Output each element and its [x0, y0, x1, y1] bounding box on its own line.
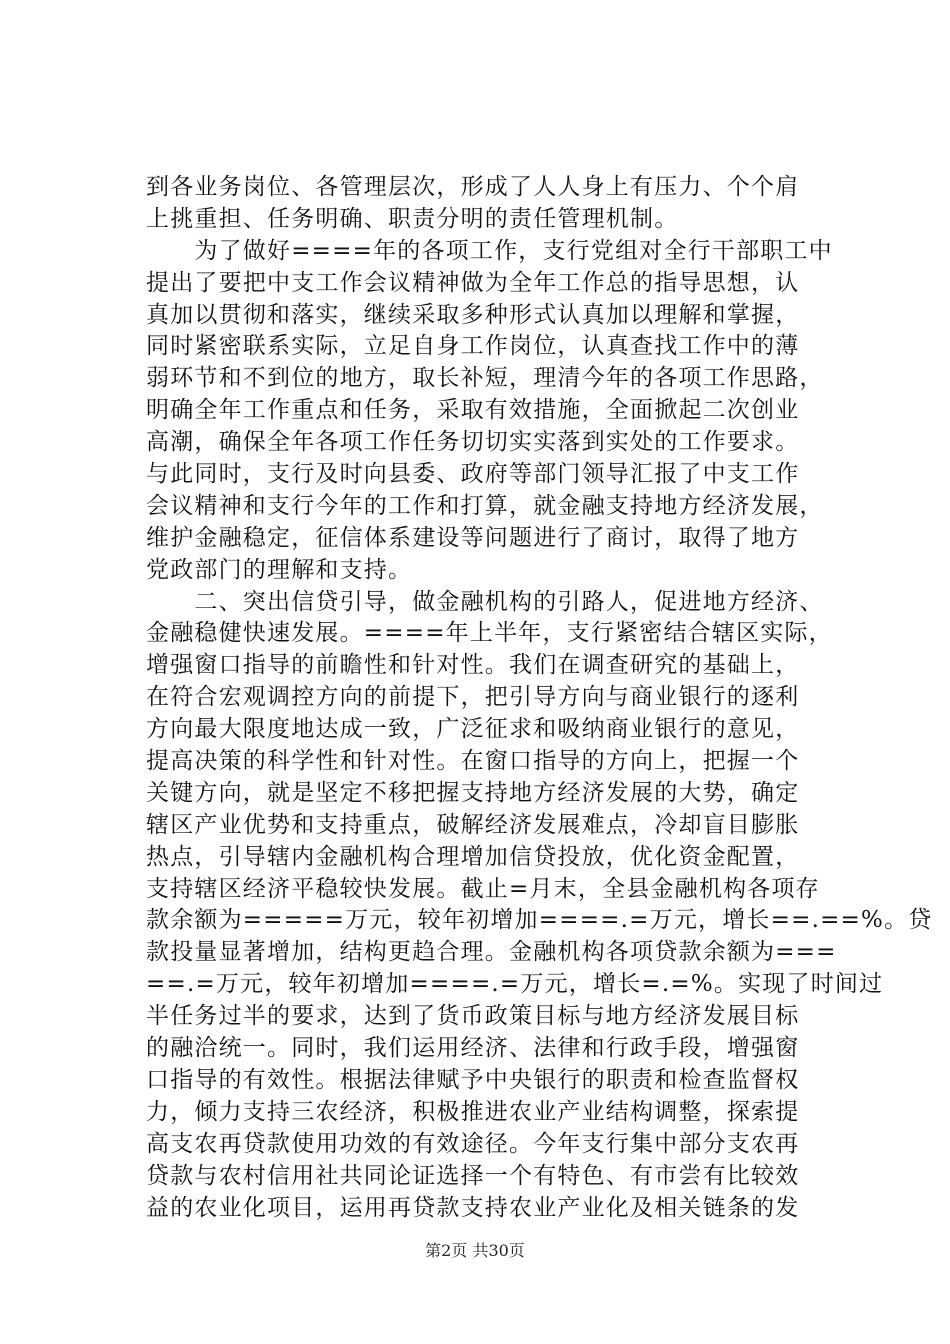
- text-line: 的融洽统一。同时，我们运用经济、法律和行政手段，增强窗: [146, 1035, 800, 1062]
- text-line: 高潮，确保全年各项工作任务切切实实落到实处的工作要求。: [146, 429, 800, 456]
- text-line: 到各业务岗位、各管理层次，形成了人人身上有压力、个个肩: [146, 174, 800, 200]
- text-line: 口指导的有效性。根据法律赋予中央银行的职责和检查监督权: [146, 1066, 800, 1093]
- text-line: 关键方向，就是坚定不移把握支持地方经济发展的大势，确定: [146, 779, 800, 806]
- text-line: 明确全年工作重点和任务，采取有效措施，全面掀起二次创业: [146, 397, 800, 424]
- text-line: 辖区产业优势和支持重点，破解经济发展难点，冷却盲目膨胀: [146, 811, 800, 838]
- text-line: 金融稳健快速发展。====年上半年，支行紧密结合辖区实际，: [146, 620, 833, 647]
- text-line: 维护金融稳定，征信体系建设等问题进行了商讨，取得了地方: [146, 524, 800, 551]
- text-line: 真加以贯彻和落实，继续采取多种形式认真加以理解和掌握，: [146, 301, 800, 328]
- text-line: 会议精神和支行今年的工作和打算，就金融支持地方经济发展，: [146, 492, 824, 519]
- text-line: 上挑重担、任务明确、职责分明的责任管理机制。: [146, 205, 679, 232]
- text-line: ==.=万元，较年初增加====.=万元，增长=.=%。实现了时间过: [146, 971, 884, 998]
- text-line: 同时紧密联系实际，立足自身工作岗位，认真查找工作中的薄: [146, 333, 800, 360]
- text-line: 党政部门的理解和支持。: [146, 556, 413, 583]
- text-line: 力，倾力支持三农经济，积极推进农业产业结构调整，探索提: [146, 1098, 800, 1125]
- text-line: 在符合宏观调控方向的前提下，把引导方向与商业银行的逐利: [146, 684, 800, 711]
- text-line: 款余额为=====万元，较年初增加====.=万元，增长==.==%。贷: [146, 907, 933, 934]
- text-line: 方向最大限度地达成一致，广泛征求和吸纳商业银行的意见，: [146, 716, 800, 743]
- text-line: 款投量显著增加，结构更趋合理。金融机构各项贷款余额为===: [146, 939, 837, 966]
- text-line: 贷款与农村信用社共同论证选择一个有特色、有市尝有比较效: [146, 1162, 800, 1189]
- text-line: 为了做好====年的各项工作，支行党组对全行干部职工中: [146, 237, 833, 264]
- text-line: 提出了要把中支工作会议精神做为全年工作总的指导思想，认: [146, 269, 800, 296]
- text-line: 支持辖区经济平稳较快发展。截止=月末，全县金融机构各项存: [146, 875, 820, 902]
- text-line: 与此同时，支行及时向县委、政府等部门领导汇报了中支工作: [146, 461, 800, 488]
- text-line: 半任务过半的要求，达到了货币政策目标与地方经济发展目标: [146, 1003, 800, 1030]
- body-text: [146, 172, 933, 1224]
- text-line: 益的农业化项目，运用再贷款支持农业产业化及相关链条的发: [146, 1194, 800, 1221]
- text-line: 增强窗口指导的前瞻性和针对性。我们在调查研究的基础上，: [146, 652, 800, 679]
- text-line: 二、突出信贷引导，做金融机构的引路人，促进地方经济、: [146, 588, 824, 615]
- text-line: 热点，引导辖内金融机构合理增加信贷投放，优化资金配置，: [146, 843, 800, 870]
- page-number-footer: 第2页 共30页: [425, 1241, 525, 1260]
- text-line: 提高决策的科学性和针对性。在窗口指导的方向上，把握一个: [146, 748, 800, 775]
- text-line: 高支农再贷款使用功效的有效途径。今年支行集中部分支农再: [146, 1130, 800, 1157]
- text-line: 弱环节和不到位的地方，取长补短，理清今年的各项工作思路，: [146, 365, 824, 392]
